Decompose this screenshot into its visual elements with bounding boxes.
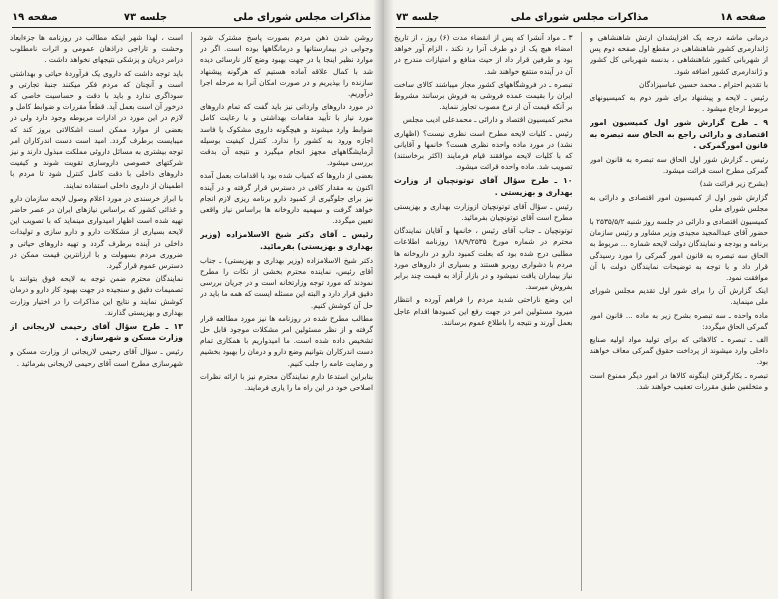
paragraph: بعضی از داروها که کمیاب شده بود با اقدامات بعمل آمده اکنون به مقدار کافی در دسترس قرار گرفته و در آینده نیز برای جلوگیری از کمبود دارو برنامه ریزی لازم انجام خواهد گرفت و سهمیه داروخانه ها براساس نیاز واقعی تعیین میگردد. [200, 171, 373, 226]
session-label: جلسه ۷۳ [123, 11, 168, 23]
page-header [12, 8, 371, 26]
paragraph: با تقدیم احترام ـ محمد حسین عباسیزادگان [639, 79, 768, 89]
paragraph: (بشرح زیر قرائت شد) [699, 179, 768, 189]
paragraph: مخبر کمیسیون اقتصاد و دارائی ـ محمدعلی ادیب مجلس [402, 115, 573, 125]
paragraph: ماده واحده ـ سه تبصره بشرح زیر به ماده ... قانون امور گمرکی الحاق میگردد: [589, 310, 768, 331]
paragraph: رئیس ـ سؤال آقای رحیمی لاریجانی از وزارت مسکن و شهرسازی مطرح است آقای رحیمی لاریجانی بفرمائید . [10, 347, 183, 368]
paragraph: با ابراز خرسندی در مورد اعلام وصول لایحه سازمان دارو و غذائی کشور که براساس نیازهای ایران در عصر حاضر تهیه شده است اظهار امیدواری مینماید که با تصویب این لایحه بسیاری از مشکلات دارو و دارو سازی و تولیدات داخلی در آینده برطرف گردد و تهیه داروهای حیاتی و ضروری مردم بسهولت و با ارزانترین قیمت ممکن در دسترس عموم قرار گیرد. [10, 193, 183, 271]
left-page [0, 0, 384, 599]
text-column [10, 32, 183, 591]
session-label: جلسه ۷۳ [396, 11, 440, 23]
section-heading: ۹ ـ طرح گزارش شور اول کمیسیون امور اقتصادی و دارائی راجع به الحاق سه تبصره به قانون امورگمرکی . [589, 118, 768, 150]
right-page [384, 0, 778, 599]
text-columns [394, 32, 768, 591]
section-heading: ۱۳ ـ طرح سؤال آقای رحیمی لاریجانی از وزارت مسکن و شهرسازی . [10, 322, 183, 343]
text-column [200, 32, 373, 591]
paragraph: بنابراین استدعا دارم نمایندگان محترم نیز با ارائه نظرات اصلاحی خود در این راه ما را یاری فرمایند. [200, 371, 373, 393]
gutter-shadow [373, 0, 383, 599]
page-header [396, 8, 766, 26]
paragraph: درمانی ماشه درجه یک افزایشدان ارتش شاهنشاهی و ژاندارمری کشور شاهنشاهی در مقطع اول صفحه دوم پس از شهربانی کشور شاهنشاهی ، بدنسه شهربانی کل کشور و ژاندارمری کشور اضافه شود. [589, 33, 768, 76]
paragraph: رئیس ـ کلیات لایحه مطرح است نظری نیست؟ (اظهاری نشد) در مورد ماده واحده نظری هست؟ خانمها و آقایانی که با کلیات لایحه موافقند قیام فرمایند (اکثر برخاستند) تصویب شد. ماده واحده قرائت میشود. [394, 128, 573, 172]
paragraph: روشن شدن ذهن مردم بصورت پاسخ مشترک شود وجوابی در بیمارستانها و درمانگاهها بوده است. اگر در موارد نظیر اینجا یا در جهت بهبود وضع کار نارسائی دیده شد با کمال علاقه آماده هستیم که هرگونه پیشنهاد سازنده را بپذیریم و در صورت امکان آنرا به مرحله اجرا درآوریم. [200, 33, 373, 99]
header-rule [396, 27, 766, 28]
paragraph: ۳ ـ مواد آنشرا که پس از انقضاء مدت (۶) روز ، از تاریخ امضاء هیچ یک از دو طرف آنرا رد نکند ، الزام آور خواهد بود و طرفین قرار داد از حیث منافع و امتیازات مندرج در آن در آینده منتفع خواهند شد. [394, 33, 573, 76]
page-title: مذاکرات مجلس شورای ملی [233, 11, 371, 23]
paragraph: این وضع ناراحتی شدید مردم را فراهم آورده و انتظار میرود مسئولین امر در جهت رفع این کمبودها اقدام عاجل بعمل آورند و نتیجه را باطلاع عموم برسانند. [394, 295, 573, 327]
page-number: صفحه ۱۸ [720, 11, 766, 23]
paragraph: الف ـ تبصره ـ کالاهائی که برای تولید مواد اولیه صنایع داخلی وارد میشوند از پرداخت حقوق گمرکی معاف خواهند بود. [589, 335, 768, 367]
paragraph: گزارش شور اول از کمیسیون امور اقتصادی و دارائی به مجلس شورای ملی [589, 192, 768, 213]
page-number: صفحه ۱۹ [12, 11, 58, 23]
text-column [394, 32, 573, 591]
paragraph: اینک گزارش آن را برای شور اول تقدیم مجلس شورای ملی مینماید. [589, 286, 768, 307]
text-column [590, 32, 769, 591]
header-rule [12, 27, 371, 28]
page-title: مذاکرات مجلس شورای ملی [510, 11, 649, 23]
paragraph: تبصره ـ بکارگرفتن اینگونه کالاها در امور دیگر ممنوع است و متخلفین طبق مقررات تعقیب خواهند شد. [589, 370, 768, 391]
paragraph: دکتر شیخ الاسلامزاده (وزیر بهداری و بهزیستی) ـ جناب آقای رئیس، نماینده محترم بخشی از نکات را مطرح نمودند که مورد توجه وزارتخانه است و در جریان بررسی دقیق قرار دارد و البته این مسئله ایست که همه ما باید در حل آن کوشش کنیم. [200, 255, 373, 310]
paragraph: باید توجه داشت که داروی یک فرآوردهٔ حیاتی و بهداشتی است و آنچنان که مردم فکر میکنند جنبهٔ تجارتی و سوداگری ندارد و باید با دقت و حساسیت خاصی که درخور آن است بعمل آید. قطعاً مقررات و ضوابط کامل و لازم در این مورد در ادارات مربوطه وجود دارد ولی در بعضی از موارد ممکن است اشکالاتی بروز کند که میبایست برطرف گردد. امید است دست اندرکاران امر توجه بیشتری به مسائل داروئی مملکت مبذول دارند و نیز شرکتهای خصوصی داروسازی تقویت شوند و کیفیت داروهای داخلی با دقت کامل کنترل شود تا مردم با اطمینان از داروی داخلی استفاده نمایند. [10, 68, 183, 190]
section-heading: رئیس ـ آقای دکتر شیخ الاسلامزاده (وزیر بهداری و بهزیستی) بفرمائید. [200, 230, 373, 251]
paragraph: کمیسیون اقتصادی و دارائی در جلسه روز شنبه ۲۵۳۵/۵/۲ با حضور آقای عبدالمجید مجیدی وزیر مشاور و رئیس سازمان برنامه و بودجه و نمایندگان دولت لایحه شماره ... مربوط به الحاق سه تبصره به قانون امور گمرکی را مورد رسیدگی قرار داد و با توجه به توضیحات نمایندگان دولت با آن موافقت نمود. [589, 217, 768, 283]
paragraph: مطالب مطرح شده در روزنامه ها نیز مورد مطالعه قرار گرفته و از نظر مسئولین امر مشکلات موجود قابل حل تشخیص داده شده است. ما امیدواریم با همکاری تمام دست اندرکاران بتوانیم وضع دارو و درمان را بهبود بخشیم و رضایت عامه را جلب کنیم. [200, 313, 373, 368]
paragraph: توتونچیان ـ جناب آقای رئیس ، خانمها و آقایان نمایندگان محترم در شماره مورخ ۱۸/۹/۲۵۳۵ روزنامه اطلاعات مطلبی درج شده بود که بعلت کمبود دارو در داروخانه ها مردم با دشواری روبرو هستند و بسیاری از داروهای مورد نیاز بیماران یافت نمیشود و در بازار آزاد به قیمت چند برابر بفروش میرسد. [394, 226, 573, 292]
paragraph: رئیس ـ گزارش شور اول الحاق سه تبصره به قانون امور گمرکی مطرح است قرائت میشود. [589, 155, 768, 176]
section-heading: ۱۰ ـ طرح سؤال آقای توتونچیان از وزارت بهداری و بهزیستی . [394, 176, 573, 197]
paragraph: رئیس ـ سؤال آقای توتونچیان ازوزارت بهداری و بهزیستی مطرح است آقای توتونچیان بفرمائید. [394, 201, 573, 223]
paragraph: رئیس ـ لایحه و پیشنهاد برای شور دوم به کمیسیونهای مربوط ارجاع میشود . [589, 93, 768, 114]
column-divider [191, 32, 192, 591]
text-columns [10, 32, 373, 591]
paragraph: نمایندگان محترم ضمن توجه به لایحه فوق بتوانند با تصمیمات دقیق و سنجیده در جهت بهبود کار دارو و درمان کوشش نمایند و نتایج این مذاکرات را در اختیار وزارت بهداری و بهزیستی گذارند. [10, 274, 183, 317]
paragraph: است ، لهذا شهر اینکه مطالب در روزنامه ها جزءابعاد وحشت و تاراجی دراذهان عمومی و اثرات نامطلوب درامر دریان و پزشکی نتیجهای نخواهد داشت . [10, 33, 183, 65]
column-divider [581, 32, 582, 591]
gutter-shadow [384, 0, 394, 599]
paragraph: در مورد داروهای وارداتی نیز باید گفت که تمام داروهای مورد نیاز با تأیید مقامات بهداشتی و با رعایت کامل ضوابط وارد میشوند و هیچگونه داروی مشکوک یا فاسد اجازه ورود به کشور را ندارد. کنترل کیفیت بوسیله آزمایشگاههای مجهز انجام میگیرد و نتیجه آن بدقت بررسی میشود. [200, 102, 373, 168]
paragraph: تبصره ـ در فروشگاههای کشور مجاز میباشند کالای ساخت ایران را بقیمت عمده فروشی به فروش برسانند مشروط بر آنکه قیمت آن از نرخ مصوب تجاوز ننماید. [394, 79, 573, 112]
